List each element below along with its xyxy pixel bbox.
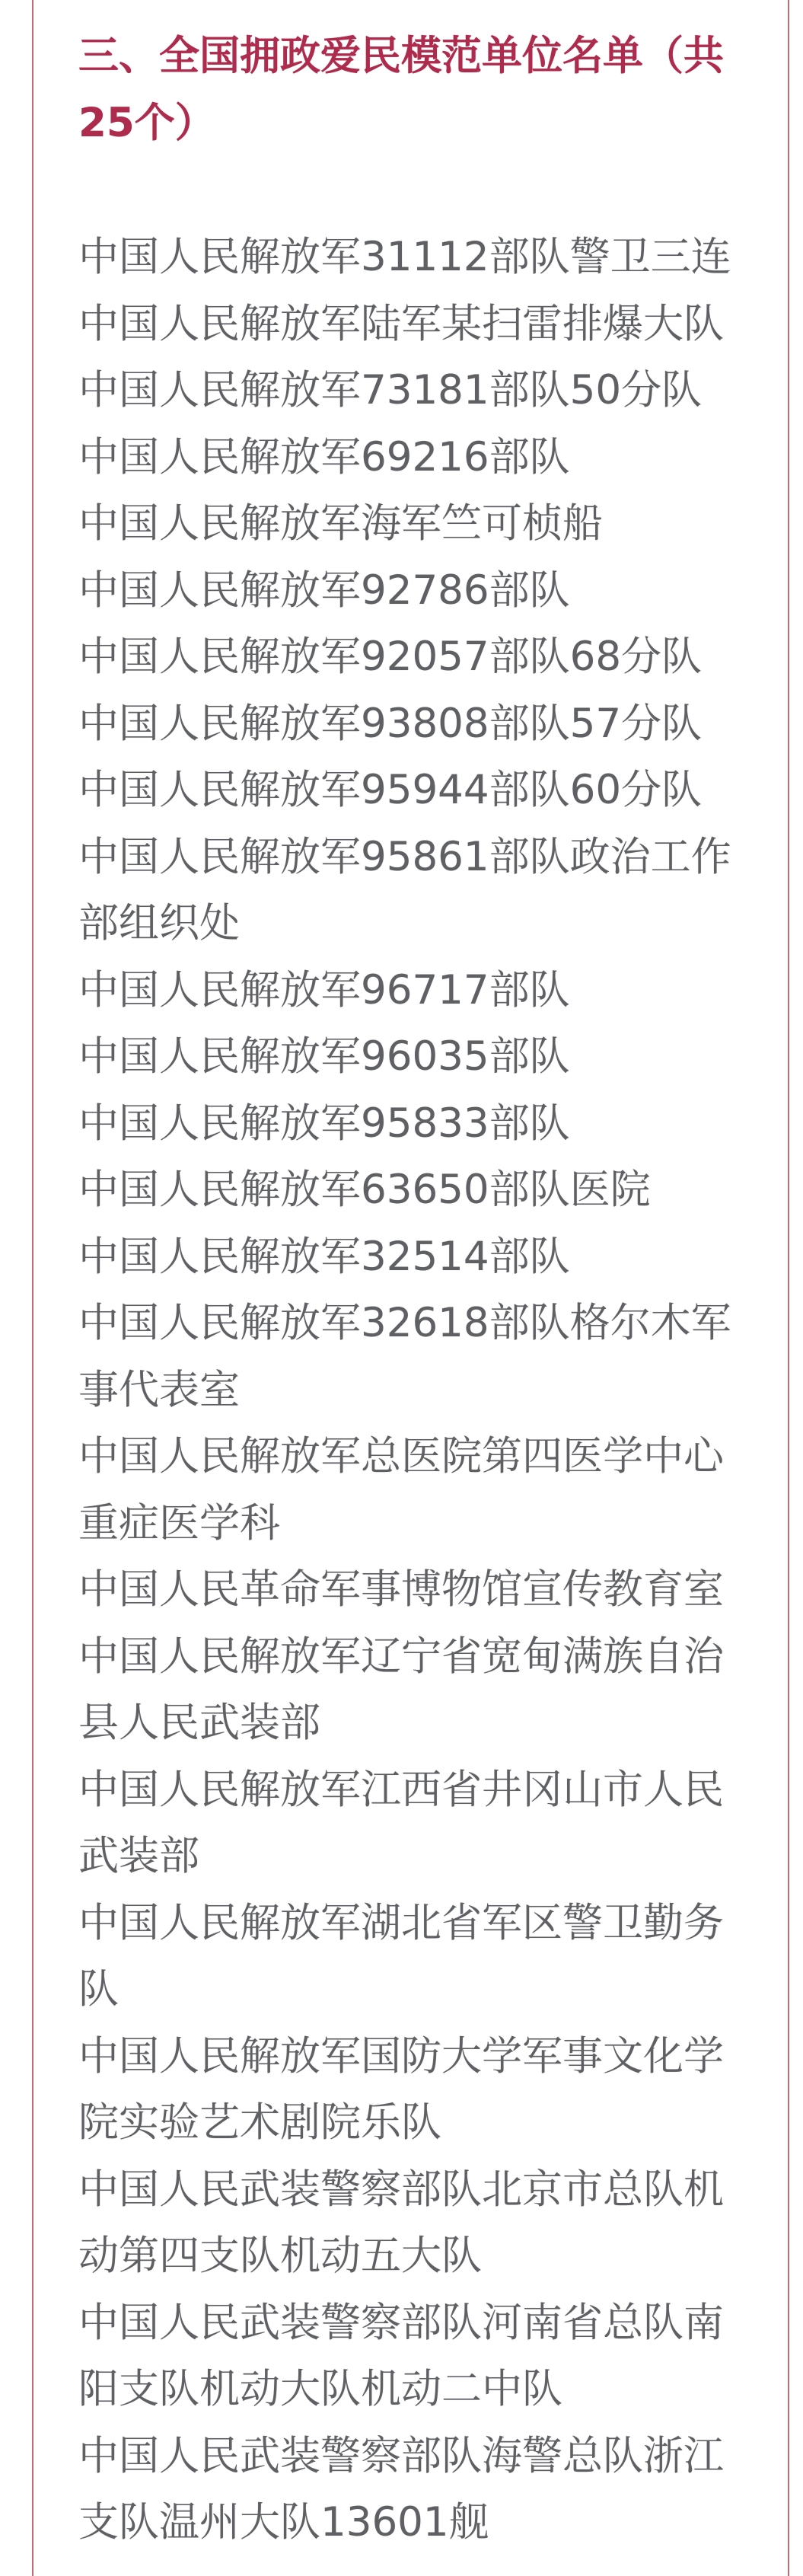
list-item: 中国人民武装警察部队北京市总队机动第四支队机动五大队 <box>78 2166 724 2279</box>
list-item: 中国人民解放军96035部队 <box>78 1033 570 1080</box>
title-gap <box>78 157 738 224</box>
list-item: 中国人民解放军31112部队警卫三连 <box>78 234 731 280</box>
list-item: 中国人民革命军事博物馆宣传教育室 <box>78 1566 724 1613</box>
list-item: 中国人民武装警察部队海警总队浙江支队温州大队13601舰 <box>78 2432 724 2546</box>
list-item: 中国人民武装警察部队河南省总队南阳支队机动大队机动二中队 <box>78 2299 724 2412</box>
list-item: 中国人民解放军95833部队 <box>78 1100 570 1147</box>
document-content <box>78 23 738 2556</box>
list-item: 中国人民解放军69216部队 <box>78 433 570 480</box>
unit-list <box>78 224 738 2556</box>
list-item: 中国人民解放军辽宁省宽甸满族自治县人民武装部 <box>78 1633 724 1746</box>
list-item: 中国人民解放军92786部队 <box>78 567 570 614</box>
section-title: 三、全国拥政爱民模范单位名单（共25个） <box>78 33 724 146</box>
list-item: 中国人民解放军湖北省军区警卫勤务队 <box>78 1899 724 2013</box>
list-item: 中国人民解放军95944部队60分队 <box>78 767 703 813</box>
list-item: 中国人民解放军江西省井冈山市人民武装部 <box>78 1766 724 1879</box>
list-item: 中国人民解放军国防大学军事文化学院实验艺术剧院乐队 <box>78 2032 724 2146</box>
list-item: 中国人民解放军海军竺可桢船 <box>78 500 603 547</box>
list-item: 中国人民解放军95861部队政治工作部组织处 <box>78 833 731 946</box>
list-item: 中国人民解放军32514部队 <box>78 1233 570 1280</box>
list-item: 中国人民解放军73181部队50分队 <box>78 367 703 413</box>
list-item: 中国人民解放军63650部队医院 <box>78 1167 651 1213</box>
left-border-line <box>32 0 33 2576</box>
list-item: 中国人民解放军92057部队68分队 <box>78 634 703 680</box>
list-item: 中国人民解放军总医院第四医学中心重症医学科 <box>78 1433 724 1547</box>
list-item: 中国人民解放军陆军某扫雷排爆大队 <box>78 300 724 347</box>
right-border-line <box>788 0 789 2576</box>
list-item: 中国人民解放军93808部队57分队 <box>78 700 703 747</box>
list-item: 中国人民解放军96717部队 <box>78 966 570 1013</box>
list-item: 中国人民解放军32618部队格尔木军事代表室 <box>78 1300 731 1413</box>
